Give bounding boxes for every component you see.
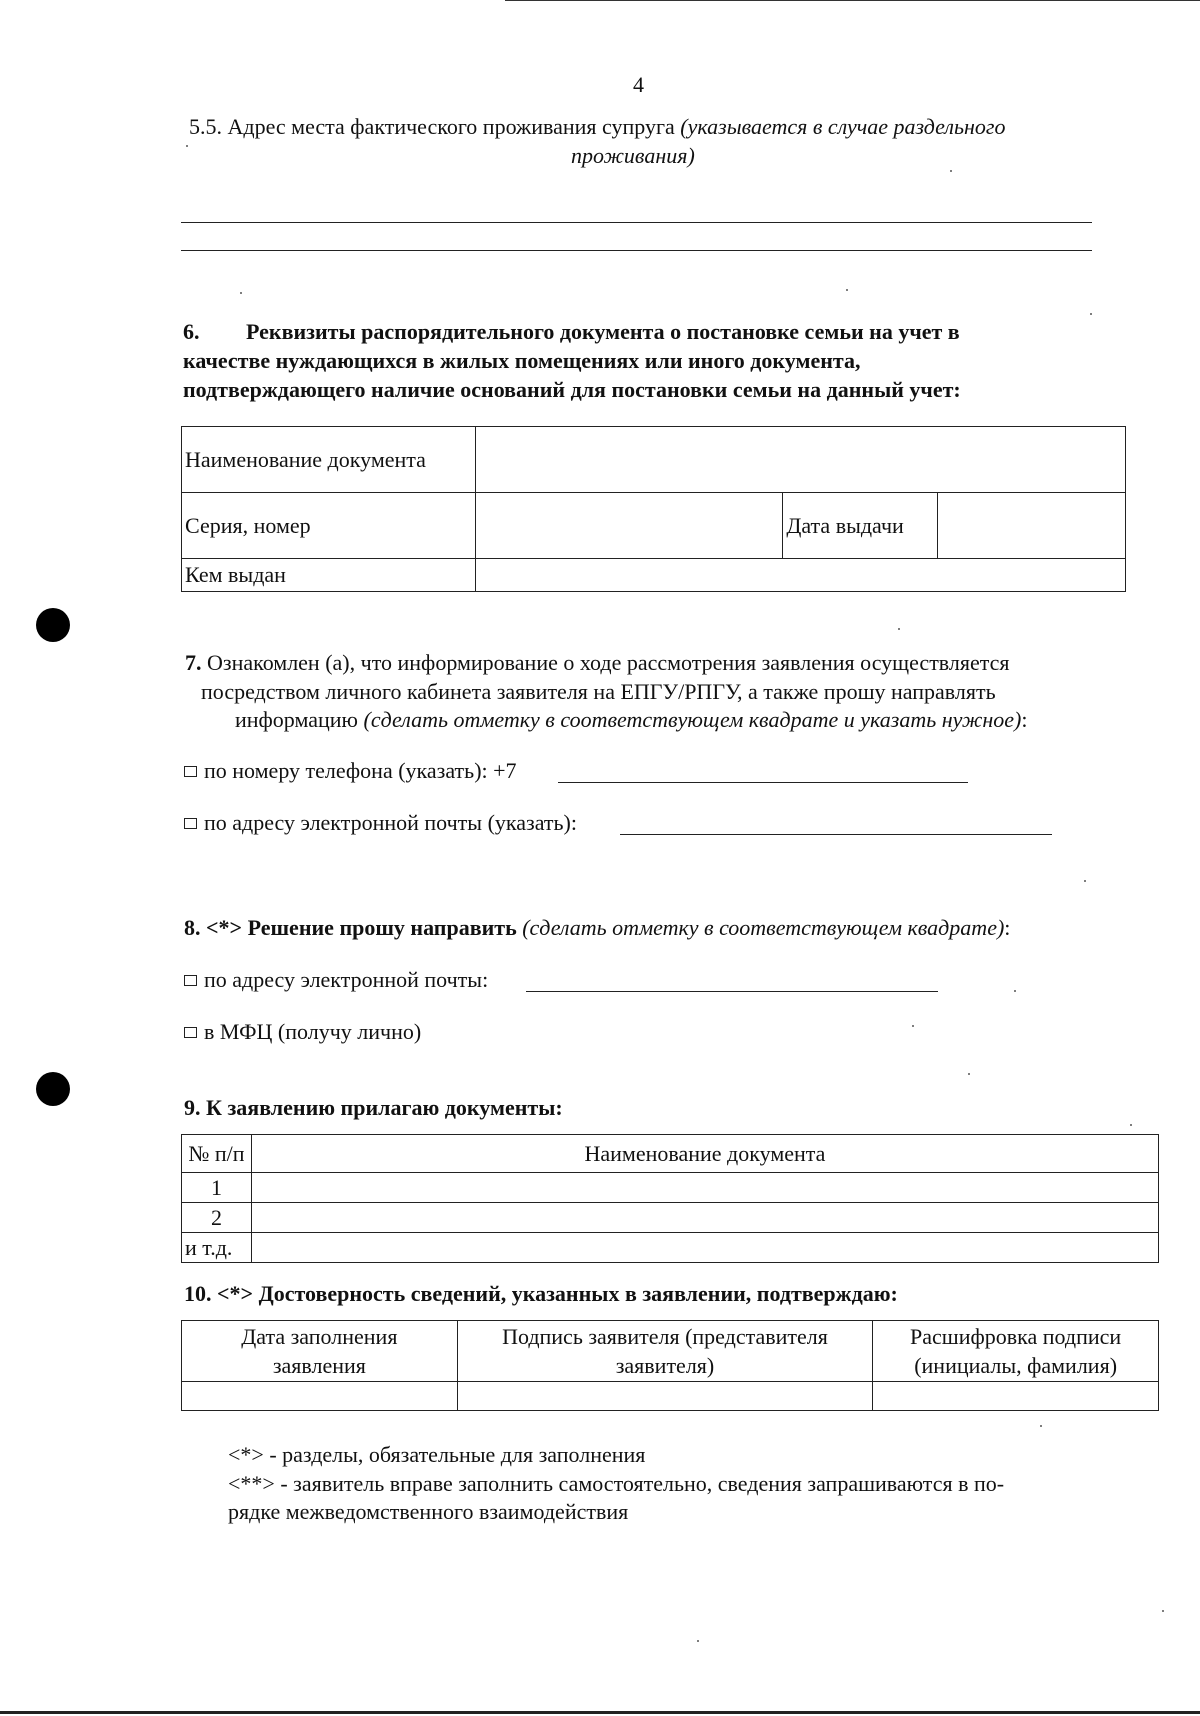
document-name-cell[interactable] (475, 427, 1125, 493)
series-number-label: Серия, номер (182, 493, 476, 559)
document-details-table (181, 426, 1126, 592)
scan-speck (1130, 1124, 1132, 1126)
punch-hole (36, 1072, 70, 1106)
footnote-1: <*> - разделы, обязательные для заполнения (228, 1442, 646, 1467)
section-8-italic: (сделать отметку в соответствующем квадрате) (522, 915, 1005, 940)
signature-header-line1: Подпись заявителя (представителя (502, 1324, 828, 1349)
email-option-8[interactable] (184, 965, 488, 994)
phone-input-line[interactable] (558, 782, 968, 783)
section-7-num: 7. (185, 650, 202, 675)
email-input-line-7[interactable] (620, 834, 1052, 835)
phone-option[interactable] (184, 756, 517, 785)
fill-date-header-line2: заявления (272, 1353, 366, 1378)
top-border-line (505, 0, 1200, 1)
signature-cell[interactable] (457, 1382, 873, 1411)
scan-speck (240, 292, 242, 294)
scan-speck (968, 1073, 970, 1075)
column-number-header: № п/п (182, 1135, 252, 1173)
scan-speck (912, 1025, 914, 1027)
series-number-cell[interactable] (475, 493, 783, 559)
section-5-5-italic: (указывается в случае раздельного (680, 114, 1006, 139)
footnote-3: рядке межведомственного взаимодействия (228, 1499, 629, 1524)
email-checkbox-8[interactable] (184, 975, 197, 986)
section-8-heading-text: 8. <*> Решение прошу направить (184, 915, 523, 940)
section-8-colon: : (1004, 915, 1011, 940)
scan-speck (1090, 313, 1092, 315)
email-option-7-label: по адресу электронной почты (указать): (204, 810, 577, 835)
footnote-2: <**> - заявитель вправе заполнить самостоятельно, сведения запрашиваются в по- (228, 1471, 1005, 1496)
signature-decode-cell[interactable] (873, 1382, 1159, 1411)
issuer-cell[interactable] (475, 559, 1125, 592)
section-7-line1 (185, 648, 1010, 677)
mfc-option-label: в МФЦ (получу лично) (204, 1019, 422, 1044)
signature-header-line2: заявителя) (615, 1353, 715, 1378)
table-row-number: 2 (182, 1203, 252, 1233)
section-9-heading: 9. К заявлению прилагаю документы: (184, 1095, 563, 1120)
address-input-line-1[interactable] (181, 222, 1092, 223)
signature-table (181, 1320, 1159, 1411)
scan-speck (950, 170, 952, 172)
signature-decode-header-line2: (инициалы, фамилия) (914, 1353, 1118, 1378)
section-6-num: 6. (183, 319, 200, 344)
section-7-italic: (сделать отметку в соответствующем квадрате и указать нужное) (363, 707, 1022, 732)
mfc-option[interactable] (184, 1017, 421, 1046)
issuer-label: Кем выдан (182, 559, 476, 592)
fill-date-cell[interactable] (182, 1382, 458, 1411)
section-10-heading: 10. <*> Достоверность сведений, указанных в заявлении, подтверждаю: (184, 1281, 898, 1306)
section-5-5-line2: проживания) (571, 143, 695, 168)
section-5-5-text: 5.5. Адрес места фактического проживания супруга (189, 114, 681, 139)
attachment-cell[interactable] (251, 1203, 1158, 1233)
column-name-header: Наименование документа (251, 1135, 1158, 1173)
attachment-cell[interactable] (251, 1173, 1158, 1203)
table-row-number: 1 (182, 1173, 252, 1203)
table-row-number: и т.д. (182, 1233, 252, 1263)
scan-speck (1014, 990, 1016, 992)
page-number: 4 (633, 72, 644, 97)
section-6-heading-line1: Реквизиты распорядительного документа о постановке семьи на учет в (246, 319, 960, 344)
scan-speck (186, 145, 188, 147)
signature-decode-header (873, 1321, 1159, 1382)
issue-date-cell[interactable] (938, 493, 1126, 559)
fill-date-header-line1: Дата заполнения (241, 1324, 398, 1349)
attachments-table (181, 1134, 1159, 1263)
section-7-text1: Ознакомлен (а), что информирование о ходе рассмотрения заявления осуществляется (207, 650, 1010, 675)
section-5-5-line1 (189, 112, 1006, 141)
mfc-checkbox[interactable] (184, 1027, 197, 1038)
email-checkbox-7[interactable] (184, 818, 197, 829)
section-7-text3: информацию (235, 707, 364, 732)
section-7-line2: посредством личного кабинета заявителя на ЕПГУ/РПГУ, а также прошу направлять (201, 679, 996, 704)
bottom-border-line (0, 1711, 1200, 1714)
section-6-heading-line3: подтверждающего наличие оснований для постановки семьи на данный учет: (183, 377, 961, 402)
punch-hole (36, 608, 70, 642)
fill-date-header (182, 1321, 458, 1382)
scan-speck (1084, 880, 1086, 882)
issue-date-label: Дата выдачи (783, 493, 938, 559)
scan-speck (697, 1640, 699, 1642)
scan-speck (1162, 1610, 1164, 1612)
signature-decode-header-line1: Расшифровка подписи (910, 1324, 1122, 1349)
email-option-8-label: по адресу электронной почты: (204, 967, 489, 992)
phone-option-label: по номеру телефона (указать): +7 (204, 758, 517, 783)
scan-speck (1040, 1425, 1042, 1427)
signature-header (457, 1321, 873, 1382)
section-6-heading-line2: качестве нуждающихся в жилых помещениях или иного документа, (183, 348, 861, 373)
address-input-line-2[interactable] (181, 250, 1092, 251)
attachment-cell[interactable] (251, 1233, 1158, 1263)
email-input-line-8[interactable] (526, 991, 938, 992)
scan-speck (846, 289, 848, 291)
section-8-heading (184, 913, 1010, 942)
document-name-label: Наименование документа (182, 427, 476, 493)
email-option-7[interactable] (184, 808, 577, 837)
section-7-colon: : (1021, 707, 1028, 732)
phone-checkbox[interactable] (184, 766, 197, 777)
section-7-line3 (235, 705, 1027, 734)
scan-speck (898, 628, 900, 630)
